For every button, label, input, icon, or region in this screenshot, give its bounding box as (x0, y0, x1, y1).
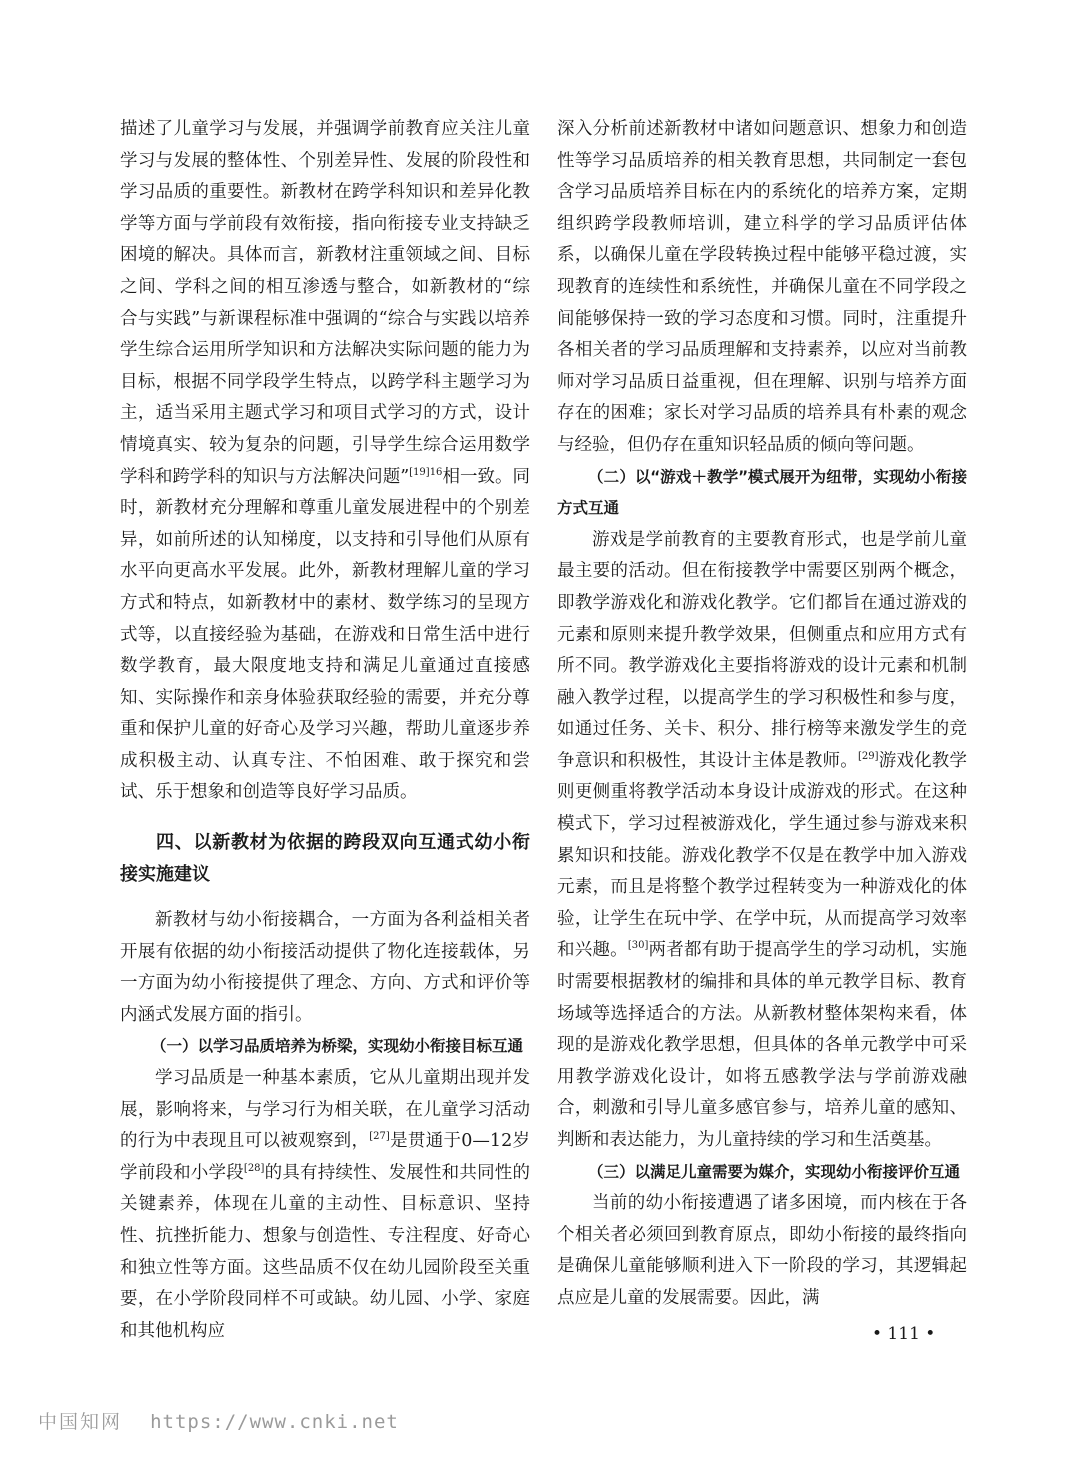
right-column (557, 114, 967, 1315)
watermark-brand: 中国知网 (38, 1411, 123, 1433)
section-heading: 四、以新教材为依据的跨段双向互通式幼小衔接实施建议 (120, 832, 530, 886)
page-number: • 111 • (872, 1324, 936, 1344)
body-paragraph: 新教材与幼小衔接耦合，一方面为各利益相关者开展有依据的幼小衔接活动提供了物化连接载体，另一方面为幼小衔接提供了理念、方向、方式和评价等内涵式发展方面的指引。 (120, 910, 530, 1025)
body-paragraph: 深入分析前述新教材中诸如问题意识、想象力和创造性等学习品质培养的相关教育思想，共同制定一套包含学习品质培养目标在内的系统化的培养方案，定期组织跨学段教师培训，建立科学的学习品质评估体系，以确保儿童在学段转换过程中能够平稳过渡，实现教育的连续性和系统性，并确保儿童在不同学段之间能够保持一致的学习态度和习惯。同时，注重提升各相关者的学习品质理解和支持素养，以应对当前教师对学习品质日益重视，但在理解、识别与培养方面存在的困难；家长对学习品质的培养具有朴素的观念与经验，但仍存在重知识轻品质的倾向等问题。 (557, 119, 967, 455)
watermark (38, 1407, 399, 1434)
citation-ref: [29] (857, 750, 879, 762)
citation-ref: [28] (243, 1162, 265, 1174)
citation-ref: [19]16 (409, 466, 443, 478)
subsection-heading: （一）以学习品质培养为桥梁，实现幼小衔接目标互通 (151, 1037, 524, 1056)
body-paragraph: 游戏是学前教育的主要教育形式，也是学前儿童最主要的活动。但在衔接教学中需要区别两个概念，即教学游戏化和游戏化教学。它们都旨在通过游戏的元素和原则来提升教学效果，但侧重点和应用方式有所不同。教学游戏化主要指将游戏的设计元素和机制融入教学过程，以提高学生的学习积极性和参与度，如通过任务、关卡、积分、排行榜等来激发学生的竞争意识和积极性，其设计主体是教师。[29]游戏化教学则更侧重将教学活动本身设计成游戏的形式。在这种模式下，学习过程被游戏化，学生通过参与游戏来积累知识和技能。游戏化教学不仅是在教学中加入游戏元素，而且是将整个教学过程转变为一种游戏化的体验，让学生在玩中学、在学中玩，从而提高学习效率和兴趣。[30]两者都有助于提高学生的学习动机，实施时需要根据教材的编排和具体的单元教学目标、教育场域等选择适合的方法。从新教材整体架构来看，体现的是游戏化教学思想，但具体的各单元教学中可采用教学游戏化设计，如将五感教学法与学前游戏融合，刺激和引导儿童多感官参与，培养儿童的感知、判断和表达能力，为儿童持续的学习和生活奠基。 (557, 529, 967, 1150)
body-paragraph: 学习品质是一种基本素质，它从儿童期出现并发展，影响将来，与学习行为相关联，在儿童学习活动的行为中表现且可以被观察到，[27]是贯通于0—12岁学前段和小学段[28]的具有持续性、发展性和共同性的关键素养，体现在儿童的主动性、目标意识、坚持性、抗挫折能力、想象与创造性、专注程度、好奇心和独立性等方面。这些品质不仅在幼儿园阶段至关重要，在小学阶段同样不可或缺。幼儿园、小学、家庭和其他机构应 (120, 1068, 531, 1341)
body-paragraph: 描述了儿童学习与发展，并强调学前教育应关注儿童学习与发展的整体性、个别差异性、发展的阶段性和学习品质的重要性。新教材在跨学科知识和差异化教学等方面与学前段有效衔接，指向衔接专业支持缺乏困境的解决。具体而言，新教材注重领域之间、目标之间、学科之间的相互渗透与整合，如新教材的“综合与实践”与新课程标准中强调的“综合与实践以培养学生综合运用所学知识和方法解决实际问题的能力为目标，根据不同学段学生特点，以跨学科主题学习为主，适当采用主题式学习和项目式学习的方式，设计情境真实、较为复杂的问题，引导学生综合运用数学学科和跨学科的知识与方法解决问题”$^{[19]16}$相一致。同时，新教材充分理解和尊重儿童发展进程中的个别差异，如前所述的认知梯度，以支持和引导他们从原有水平向更高水平发展。此外，新教材理解儿童的学习方式和特点，如新教材中的素材、数学练习的呈现方式等，以直接经验为基础，在游戏和日常生活中进行数学教育，最大限度地支持和满足儿童通过直接感知、实际操作和亲身体验获取经验的需要，并充分尊重和保护儿童的好奇心及学习兴趣，帮助儿童逐步养成积极主动、认真专注、不怕困难、敢于探究和尝试、乐于想象和创造等良好学习品质。 (120, 119, 531, 803)
watermark-url: https://www.cnki.net (150, 1411, 399, 1433)
citation-ref: [27] (369, 1131, 390, 1143)
body-paragraph: 当前的幼小衔接遭遇了诸多困境，而内核在于各个相关者必须回到教育原点，即幼小衔接的最终指向是确保儿童能够顺利进入下一阶段的学习，其逻辑起点应是儿童的发展需要。因此，满 (557, 1193, 967, 1308)
subsection-heading: （二）以“游戏＋教学”模式展开为纽带，实现幼小衔接方式互通 (557, 467, 967, 518)
left-column (120, 114, 530, 1347)
citation-ref: [30] (627, 940, 649, 952)
subsection-heading: （三）以满足儿童需要为媒介，实现幼小衔接评价互通 (588, 1162, 961, 1181)
